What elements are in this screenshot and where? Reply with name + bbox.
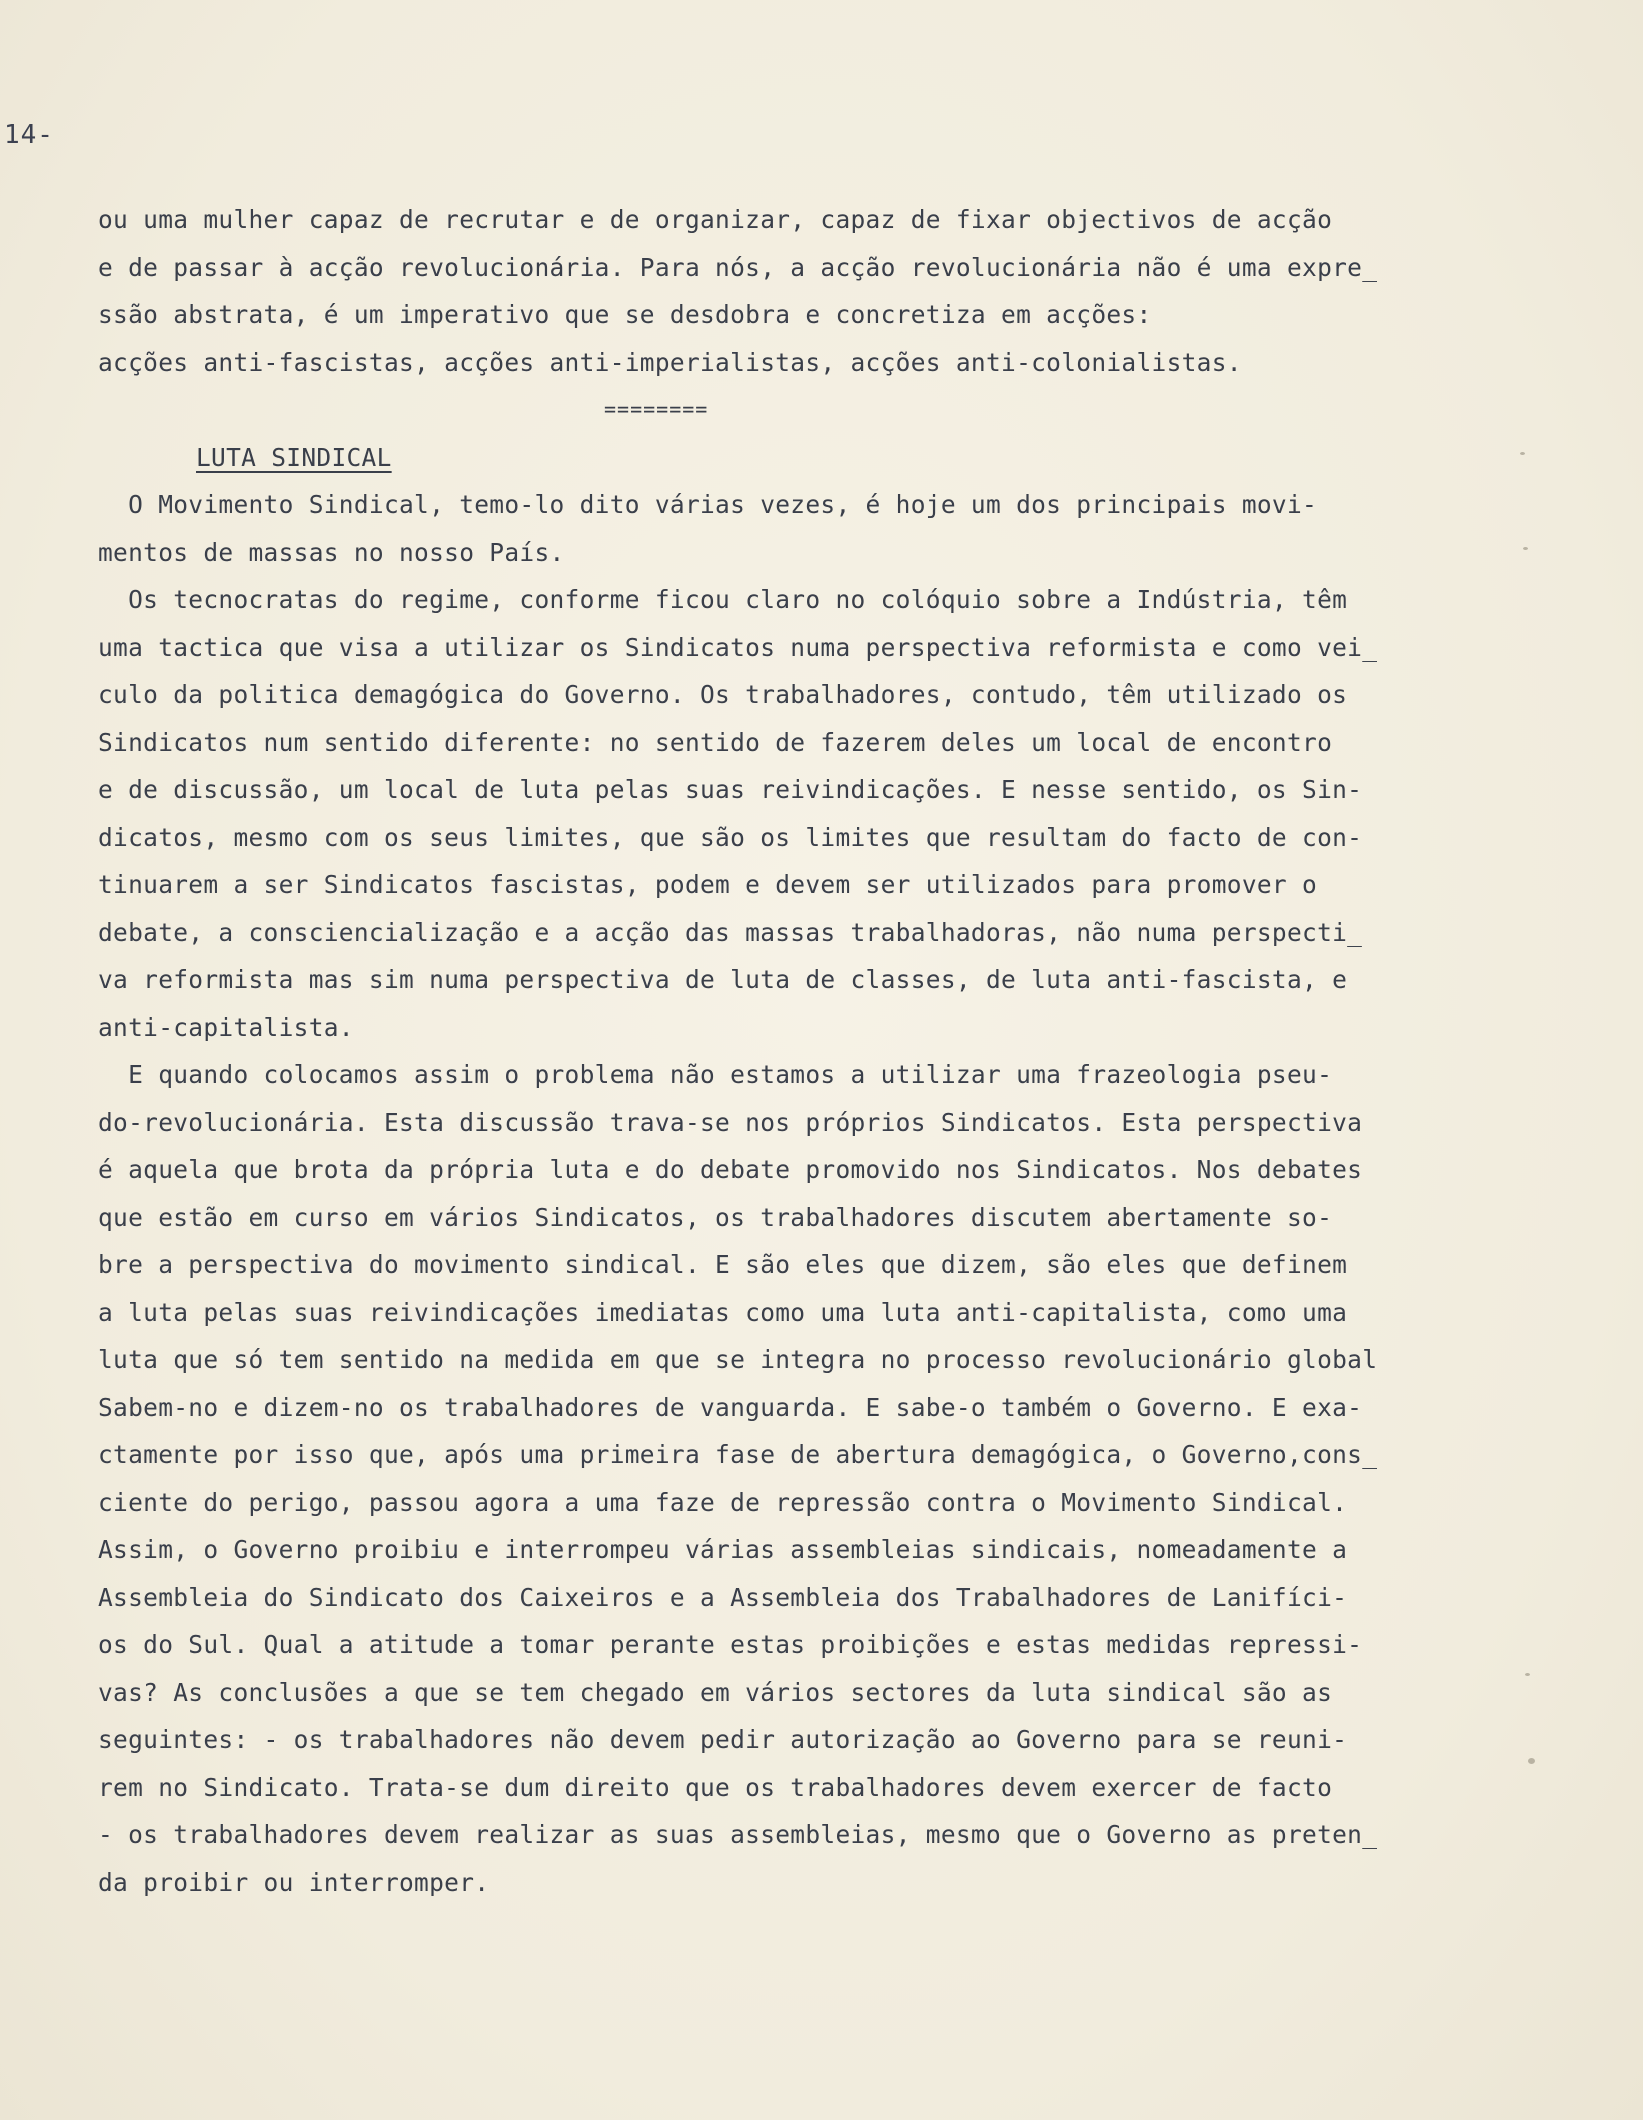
page-number: 14- (4, 120, 54, 150)
text-line: luta que só tem sentido na medida em que se integra no processo revolucionário global (98, 1345, 1378, 1374)
text-line: e de passar à acção revolucionária. Para nós, a acção revolucionária não é uma expre_ (98, 252, 1378, 282)
text-line: Sindicatos num sentido diferente: no sentido de fazerem deles um local de encontro (98, 727, 1333, 757)
text-line: culo da politica demagógica do Governo. Os trabalhadores, contudo, têm utilizado os (98, 680, 1348, 709)
section-separator: ======== (604, 397, 709, 421)
document-body (98, 196, 1458, 1906)
text-line: os do Sul. Qual a atitude a tomar perante estas proibições e estas medidas repressi- (98, 1630, 1363, 1659)
text-line: Os tecnocratas do regime, conforme ficou claro no colóquio sobre a Indústria, têm (98, 585, 1348, 614)
text-line: anti-capitalista. (98, 1012, 354, 1042)
text-line: Assembleia do Sindicato dos Caixeiros e a Assembleia dos Trabalhadores de Lanifíci- (98, 1582, 1348, 1612)
text-line: ssão abstrata, é um imperativo que se desdobra e concretiza em acções: (98, 300, 1152, 329)
text-line: bre a perspectiva do movimento sindical. E são eles que dizem, são eles que definem (98, 1250, 1348, 1279)
text-line: tinuarem a ser Sindicatos fascistas, podem e devem ser utilizados para promover o (98, 870, 1318, 899)
text-line: e de discussão, um local de luta pelas suas reivindicações. E nesse sentido, os Sin- (98, 775, 1363, 804)
text-line: uma tactica que visa a utilizar os Sindicatos numa perspectiva reformista e como vei_ (98, 632, 1378, 662)
text-line: ctamente por isso que, após uma primeira fase de abertura demagógica, o Governo,cons_ (98, 1440, 1378, 1469)
text-line: seguintes: - os trabalhadores não devem pedir autorização ao Governo para se reuni- (98, 1725, 1348, 1754)
section-heading: LUTA SINDICAL (196, 442, 392, 472)
text-line: acções anti-fascistas, acções anti-imperialistas, acções anti-colonialistas. (98, 347, 1242, 377)
text-line: a luta pelas suas reivindicações imediatas como uma luta anti-capitalista, como uma (98, 1297, 1348, 1327)
text-line: que estão em curso em vários Sindicatos, os trabalhadores discutem abertamente so- (98, 1202, 1333, 1232)
text-line: é aquela que brota da própria luta e do debate promovido nos Sindicatos. Nos debates (98, 1155, 1363, 1184)
paper-speck (1525, 1673, 1530, 1676)
text-line: ou uma mulher capaz de recrutar e de organizar, capaz de fixar objectivos de acção (98, 205, 1333, 234)
text-line: va reformista mas sim numa perspectiva de luta de classes, de luta anti-fascista, e (98, 965, 1348, 994)
paper-speck (1523, 547, 1528, 550)
text-line: ciente do perigo, passou agora a uma faze de repressão contra o Movimento Sindical. (98, 1487, 1348, 1517)
text-line: debate, a consciencialização e a acção das massas trabalhadoras, não numa perspecti_ (98, 917, 1363, 947)
text-line: Sabem-no e dizem-no os trabalhadores de vanguarda. E sabe-o também o Governo. E exa- (98, 1392, 1363, 1422)
text-line: do-revolucionária. Esta discussão trava-se nos próprios Sindicatos. Esta perspectiva (98, 1107, 1363, 1137)
text-line: da proibir ou interromper. (98, 1867, 490, 1897)
paper-speck (1520, 452, 1525, 455)
text-line: - os trabalhadores devem realizar as suas assembleias, mesmo que o Governo as preten_ (98, 1820, 1378, 1849)
text-line: mentos de massas no nosso País. (98, 537, 565, 567)
text-line: O Movimento Sindical, temo-lo dito várias vezes, é hoje um dos principais movi- (98, 490, 1318, 519)
text-line: Assim, o Governo proibiu e interrompeu várias assembleias sindicais, nomeadamente a (98, 1535, 1348, 1564)
text-line: rem no Sindicato. Trata-se dum direito que os trabalhadores devem exercer de facto (98, 1772, 1333, 1802)
text-line: vas? As conclusões a que se tem chegado em vários sectores da luta sindical são as (98, 1677, 1333, 1707)
text-line: dicatos, mesmo com os seus limites, que são os limites que resultam do facto de con- (98, 822, 1363, 852)
paper-speck (1528, 1758, 1535, 1764)
text-line: E quando colocamos assim o problema não estamos a utilizar uma frazeologia pseu- (98, 1060, 1333, 1089)
